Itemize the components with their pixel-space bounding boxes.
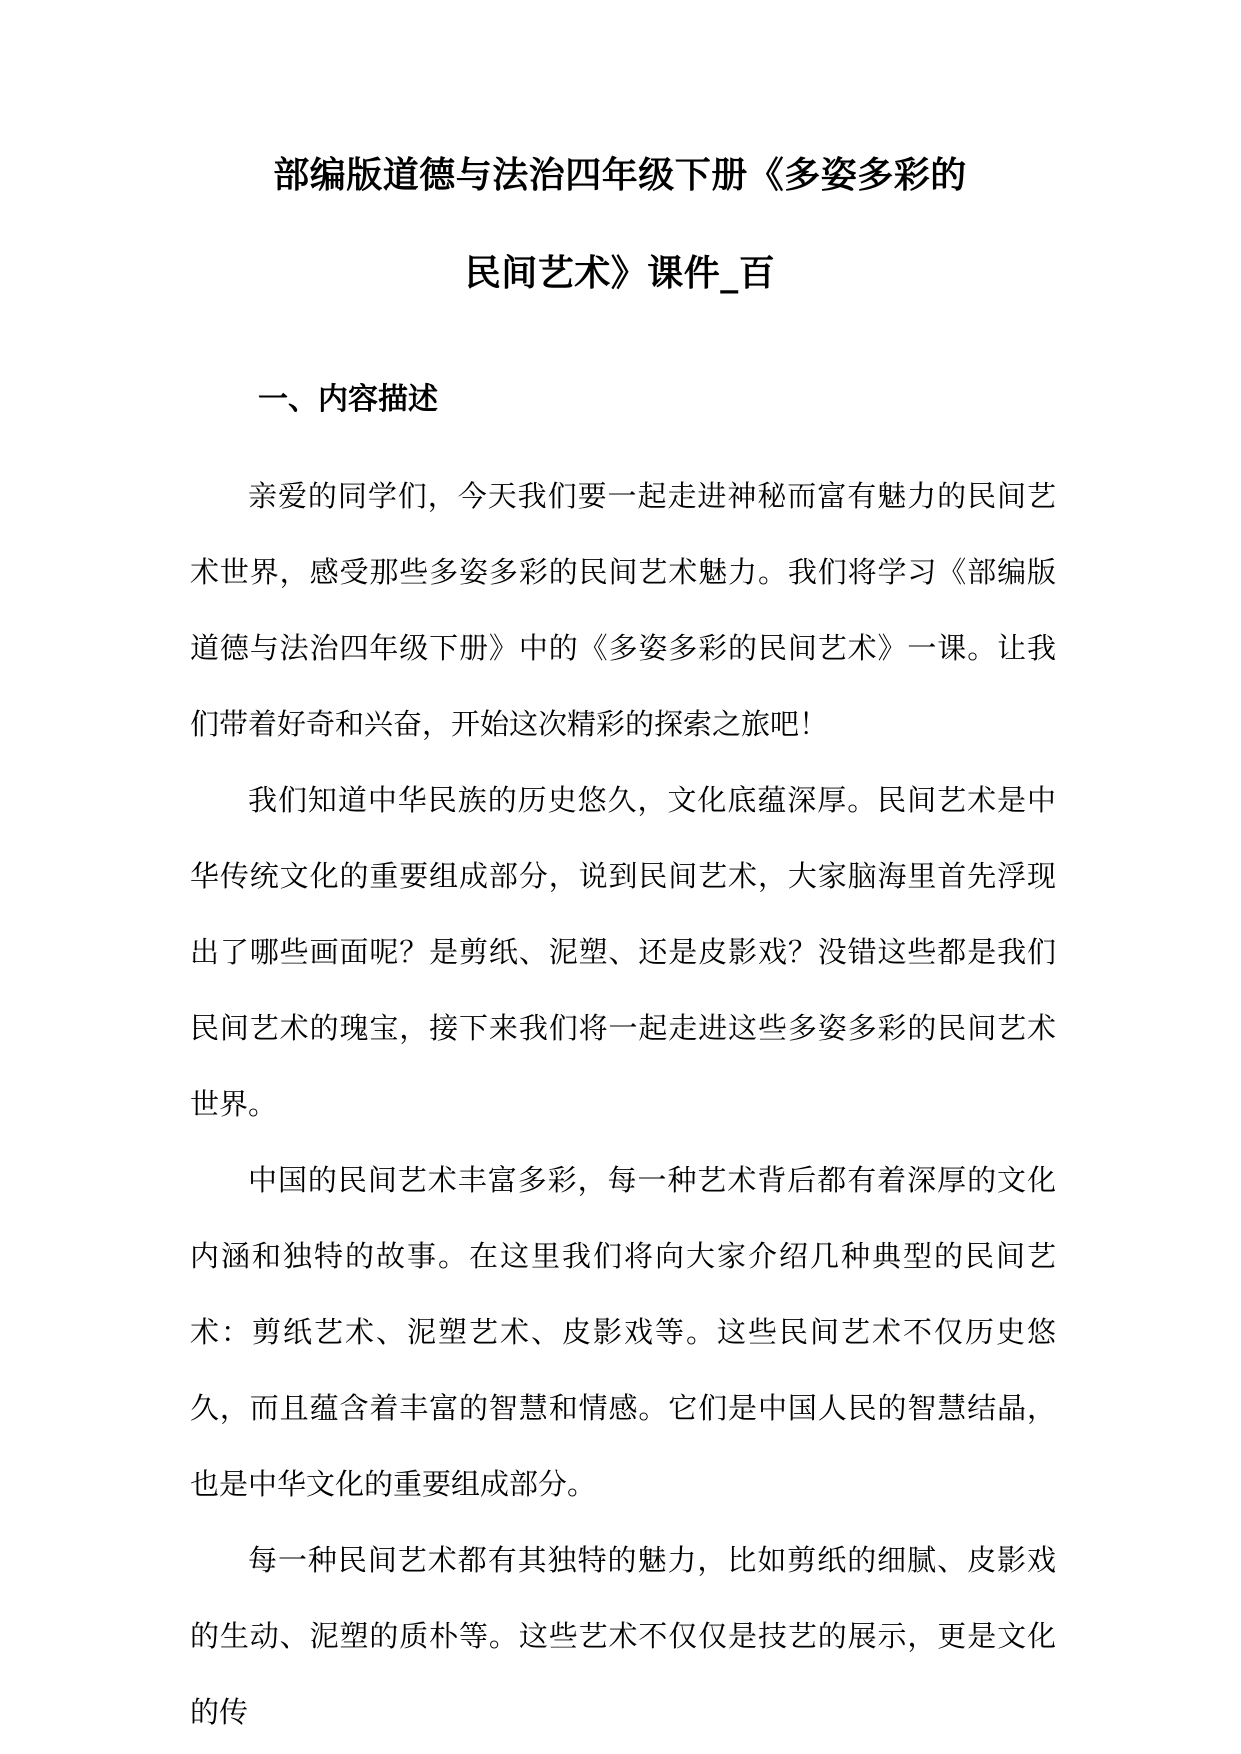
paragraph-1: 亲爱的同学们，今天我们要一起走进神秘而富有魅力的民间艺术世界，感受那些多姿多彩的民间艺术魅力。我们将学习《部编版道德与法治四年级下册》中的《多姿多彩的民间艺术》一课。让我们带着好奇和兴奋，开始这次精彩的探索之旅吧！ — [190, 479, 1056, 741]
section-heading: 一、内容描述 — [258, 382, 438, 417]
paragraph-2: 我们知道中华民族的历史悠久，文化底蕴深厚。民间艺术是中华传统文化的重要组成部分，说到民间艺术，大家脑海里首先浮现出了哪些画面呢？是剪纸、泥塑、还是皮影戏？没错这些都是我们民间艺术的瑰宝，接下来我们将一起走进这些多姿多彩的民间艺术世界。 — [190, 783, 1056, 1121]
paragraph-3: 中国的民间艺术丰富多彩，每一种艺术背后都有着深厚的文化内涵和独特的故事。在这里我们将向大家介绍几种典型的民间艺术：剪纸艺术、泥塑艺术、皮影戏等。这些民间艺术不仅历史悠久，而且蕴含着丰富的智慧和情感。它们是中国人民的智慧结晶，也是中华文化的重要组成部分。 — [190, 1163, 1056, 1501]
body-text — [190, 458, 1056, 1750]
paragraph-4: 每一种民间艺术都有其独特的魅力，比如剪纸的细腻、皮影戏的生动、泥塑的质朴等。这些艺术不仅仅是技艺的展示，更是文化的传 — [190, 1543, 1056, 1729]
document-title-line-1: 部编版道德与法治四年级下册《多姿多彩的 — [273, 155, 967, 196]
document-title-line-2: 民间艺术》课件_百 — [464, 253, 776, 294]
